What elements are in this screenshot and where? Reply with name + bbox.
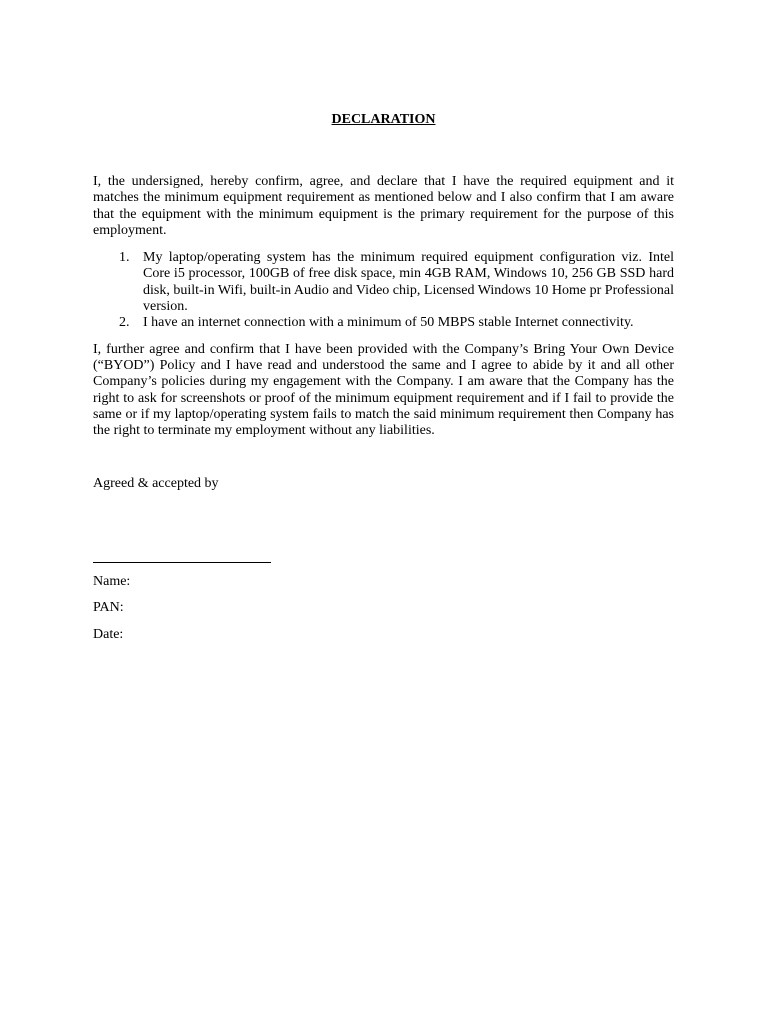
agreed-accepted-label: Agreed & accepted by — [93, 476, 219, 492]
list-item-number: 2. — [119, 315, 130, 331]
name-field-label: Name: — [93, 573, 131, 589]
document-title: DECLARATION — [331, 112, 436, 127]
pan-field-label: PAN: — [93, 600, 124, 616]
intro-paragraph: I, the undersigned, hereby confirm, agree, and declare that I have the required equipment and it matches the minimum equipment requirement as mentioned below and I also confirm that I am aware that the equipment with the minimum equipment is the primary requirement for the purpose of this employment. — [93, 174, 674, 238]
list-item-text: I have an internet connection with a minimum of 50 MBPS stable Internet connectivity. — [143, 315, 634, 331]
date-field-label: Date: — [93, 627, 124, 643]
signature-line — [93, 562, 271, 563]
list-item — [119, 250, 674, 315]
document-page — [93, 112, 674, 654]
equipment-list — [93, 250, 674, 331]
list-item-number: 1. — [119, 250, 130, 266]
list-item — [119, 315, 674, 331]
list-item-text: My laptop/operating system has the minimum required equipment configuration viz. Intel Core i5 processor, 100GB of free disk space, min 4GB RAM, Windows 10, 256 GB SSD hard disk, built-in Wifi, built-in Audio and Video chip, Licensed Windows 10 Home pr Professional version. — [143, 250, 674, 315]
further-agreement-paragraph: I, further agree and confirm that I have been provided with the Company’s Bring Your Own Device (“BYOD”) Policy and I have read and understood the same and I agree to abide by it and all other Company’s policies during my engagement with the Company. I am aware that the Company has the right to ask for screenshots or proof of the minimum equipment requirement and if I fail to provide the same or if my laptop/operating system fails to match the said minimum requirement then Company has the right to terminate my employment without any liabilities. — [93, 341, 674, 439]
